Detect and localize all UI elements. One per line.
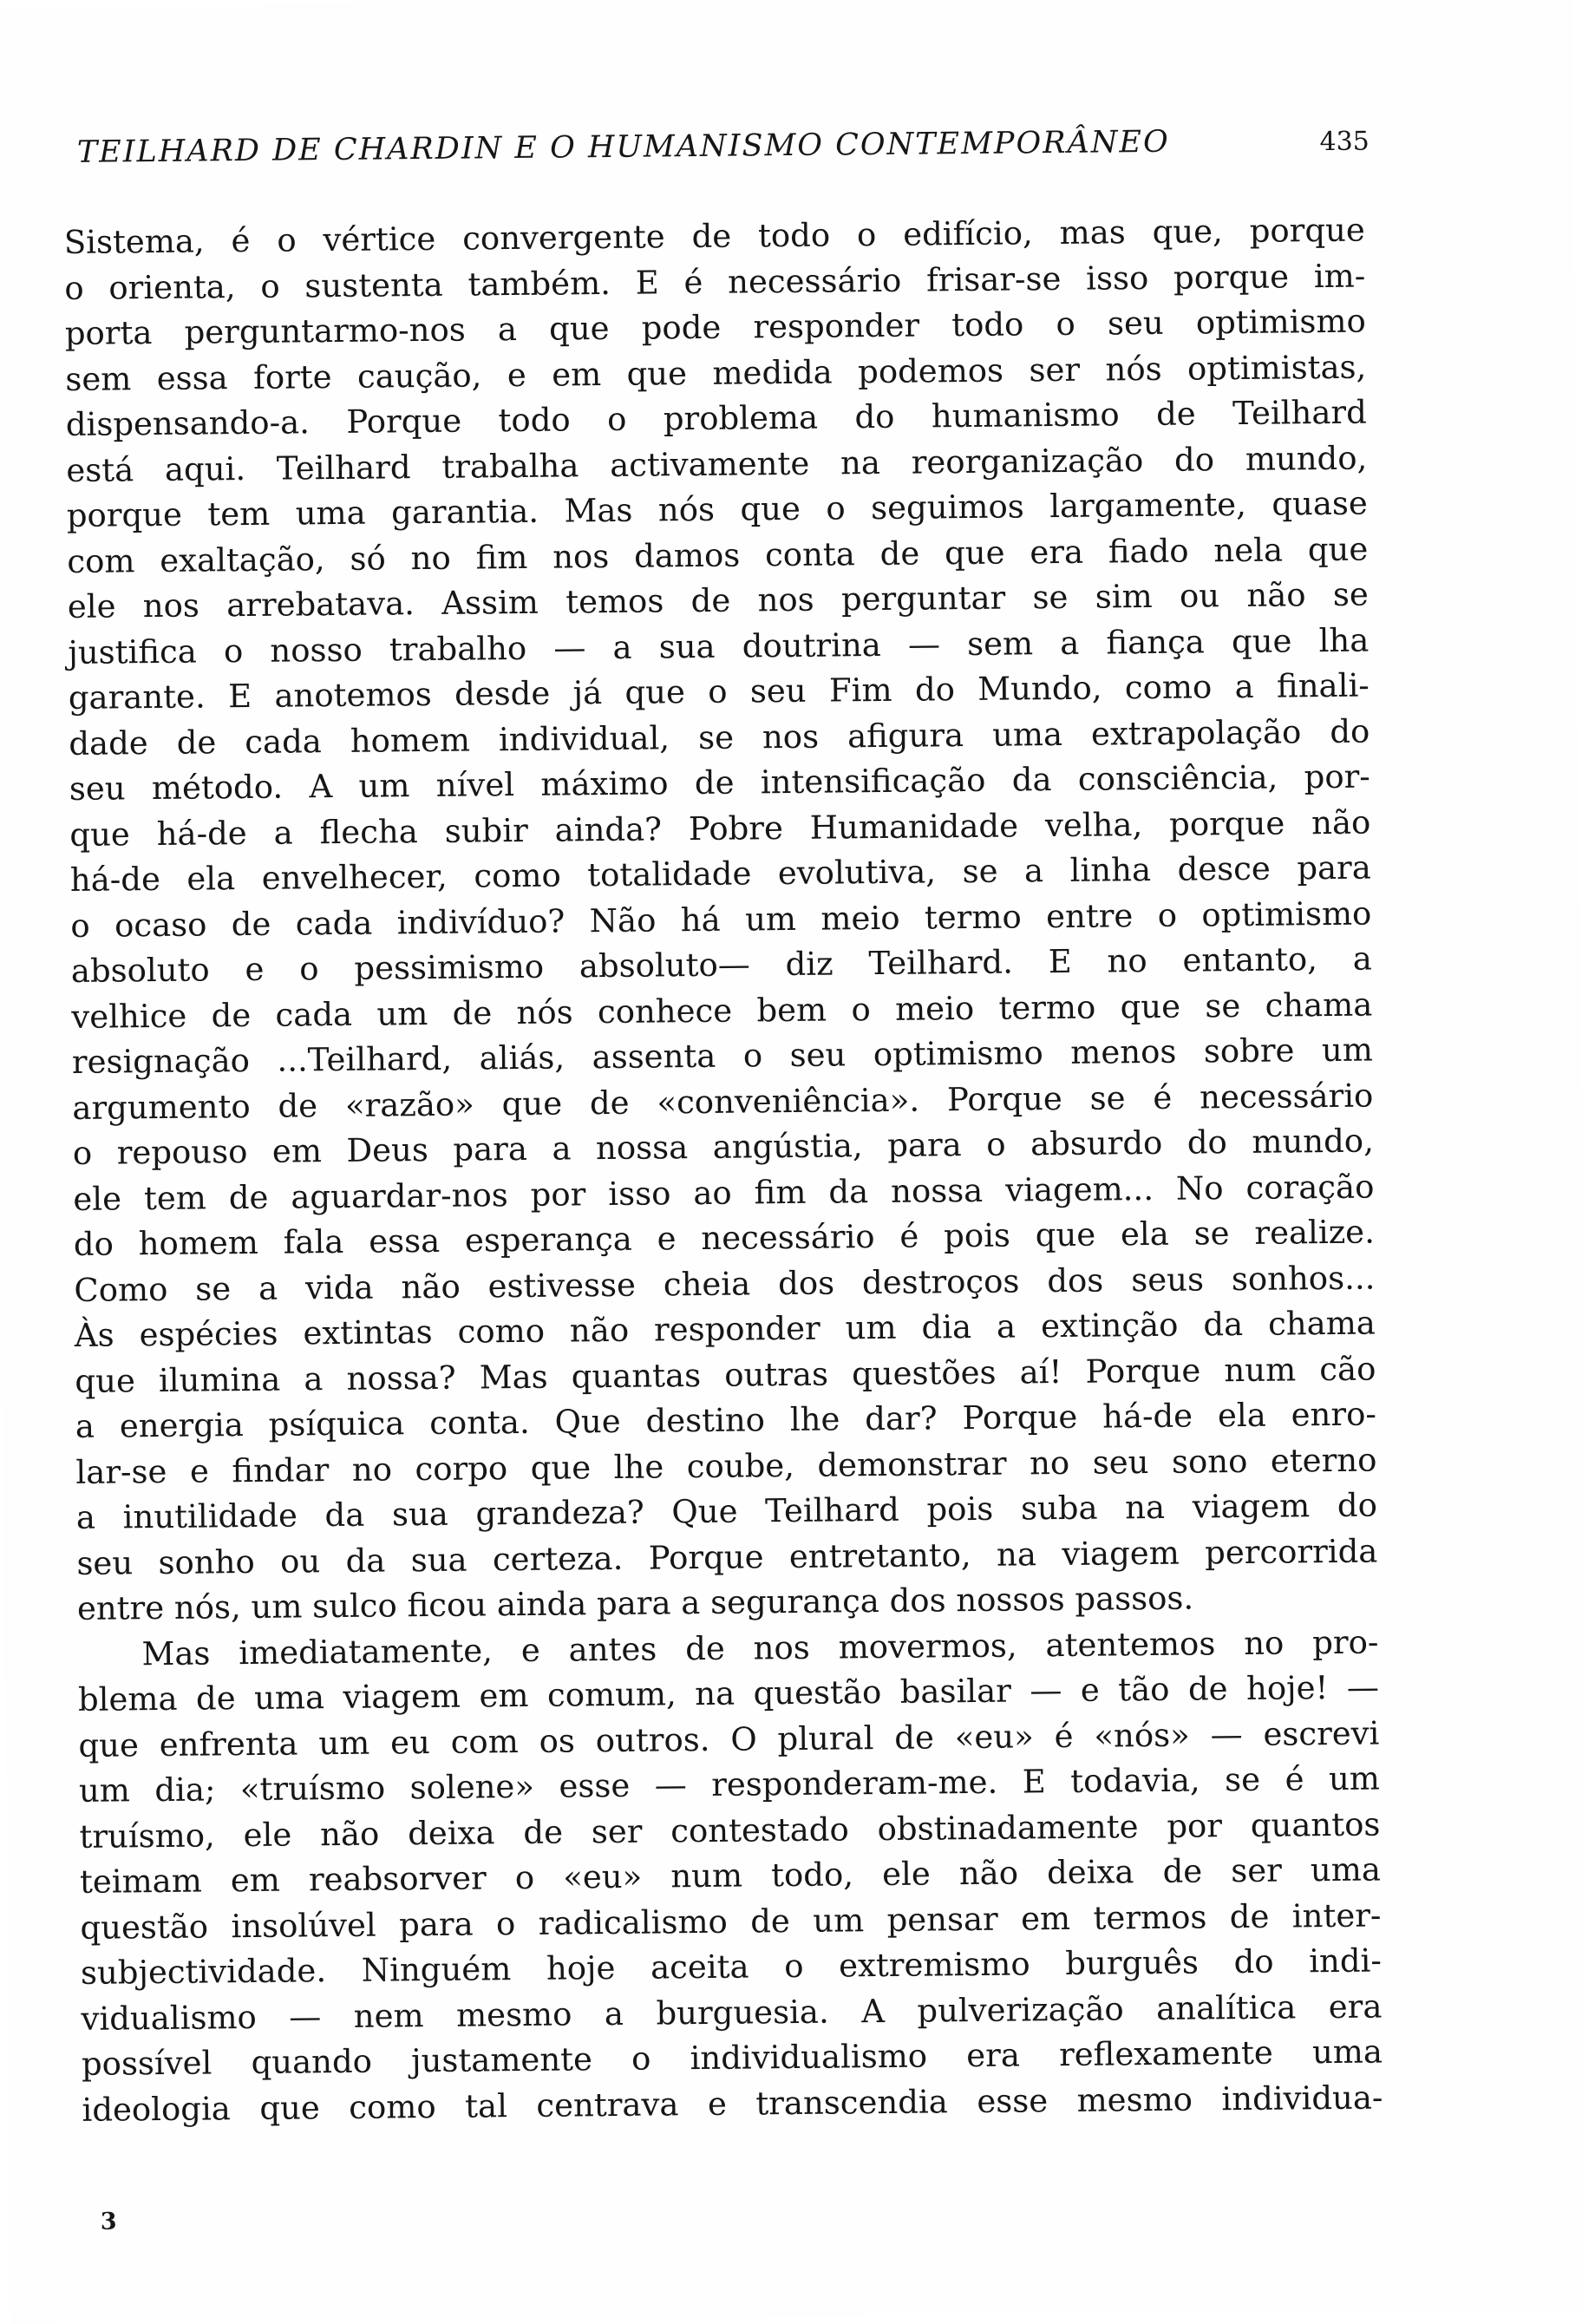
text-line: sem essa forte caução, e em que medida podemos ser nós optimistas,: [65, 348, 1367, 398]
text-line: o ocaso de cada indivíduo? Não há um meio termo entre o optimismo: [70, 894, 1372, 945]
text-line: argumento de «razão» que de «conveniência». Porque se é necessário: [72, 1077, 1374, 1127]
text-line: há-de ela envelhecer, como totalidade evolutiva, se a linha desce para: [69, 848, 1372, 899]
text-line: velhice de cada um de nós conhece bem o meio termo que se chama: [71, 985, 1373, 1036]
text-line: o orienta, o sustenta também. E é necessário frisar-se isso porque im-: [64, 257, 1366, 307]
text-line: ele tem de aguardar-nos por isso ao fim da nossa viagem... No coração: [73, 1168, 1375, 1218]
text-line: ideologia que como tal centrava e transcendia esse mesmo individua-: [82, 2079, 1383, 2129]
signature-mark: 3: [100, 2208, 117, 2236]
text-line: vidualismo — nem mesmo a burguesia. A pulverização analítica era: [81, 1987, 1383, 2038]
text-line: dispensando-a. Porque todo o problema do humanismo de Teilhard: [65, 393, 1367, 443]
text-line: ele nos arrebatava. Assim temos de nos perguntar se sim ou não se: [67, 575, 1369, 625]
text-line: truísmo, ele não deixa de ser contestado obstinadamente por quantos: [79, 1805, 1381, 1856]
text-line: subjectividade. Ninguém hoje aceita o extremismo burguês do indi-: [80, 1941, 1383, 1992]
text-line: questão insolúvel para o radicalismo de um pensar em termos de inter-: [80, 1896, 1382, 1947]
text-line: Às espécies extintas como não responder um dia a extinção da chama: [74, 1304, 1376, 1354]
text-line: a energia psíquica conta. Que destino lhe dar? Porque há-de ela enro-: [75, 1395, 1377, 1445]
text-line: que há-de a flecha subir ainda? Pobre Humanidade velha, porque não: [69, 803, 1371, 854]
page-number: 435: [1319, 126, 1370, 158]
text-line: do homem fala essa esperança e necessário é pois que ela se realize.: [73, 1213, 1376, 1263]
text-line: um dia; «truísmo solene» esse — responderam-me. E todavia, se é um: [78, 1759, 1381, 1810]
text-line: Como se a vida não estivesse cheia dos destroços dos seus sonhos...: [74, 1259, 1376, 1309]
running-title: TEILHARD DE CHARDIN E O HUMANISMO CONTEMPORÂNEO: [76, 124, 1170, 170]
paragraph-2: [77, 1620, 1383, 2133]
text-line: justifica o nosso trabalho — a sua doutrina — sem a fiança que lha: [68, 621, 1370, 671]
text-line: está aqui. Teilhard trabalha activamente na reorganização do mundo,: [66, 439, 1368, 489]
text-line: absoluto e o pessimismo absoluto— diz Teilhard. E no entanto, a: [70, 939, 1373, 990]
running-head: [77, 123, 1370, 187]
body-text: [64, 208, 1383, 2133]
text-line: lar-se e findar no corpo que lhe coube, demonstrar no seu sono eterno: [75, 1441, 1377, 1491]
text-line: possível quando justamente o individualismo era reflexamente uma: [81, 2033, 1383, 2083]
text-line: porque tem uma garantia. Mas nós que o seguimos largamente, quase: [66, 484, 1368, 534]
text-line: seu sonho ou da sua certeza. Porque entretanto, na viagem percorrida: [76, 1532, 1378, 1582]
text-line: resignação ...Teilhard, aliás, assenta o seu optimismo menos sobre um: [71, 1031, 1374, 1081]
text-line: que enfrenta um eu com os outros. O plural de «eu» é «nós» — escrevi: [78, 1714, 1380, 1764]
text-line: blema de uma viagem em comum, na questão basilar — e tão de hoje! —: [77, 1668, 1380, 1718]
text-line: dade de cada homem individual, se nos afigura uma extrapolação do: [69, 712, 1370, 763]
text-line: que ilumina a nossa? Mas quantas outras questões aí! Porque num cão: [75, 1350, 1376, 1400]
text-line: o repouso em Deus para a nossa angústia, para o absurdo do mundo,: [72, 1122, 1375, 1172]
paragraph-1: [64, 208, 1379, 1633]
text-line: Sistema, é o vértice convergente de todo o edifício, mas que, porque: [63, 211, 1365, 261]
text-line: entre nós, um sulco ficou ainda para a segurança dos nossos passos.: [76, 1579, 1194, 1627]
text-line: porta perguntarmo-nos a que pode responder todo o seu optimismo: [64, 302, 1366, 352]
text-line: seu método. A um nível máximo de intensificação da consciência, por-: [69, 757, 1371, 808]
text-line: teimam em reabsorver o «eu» num todo, ele não deixa de ser uma: [79, 1850, 1382, 1901]
text-line: com exaltação, só no fim nos damos conta de que era fiado nela que: [67, 530, 1369, 580]
text-line: a inutilidade da sua grandeza? Que Teilhard pois suba na viagem do: [75, 1486, 1378, 1536]
text-line: Mas imediatamente, e antes de nos movermos, atentemos no pro-: [141, 1623, 1379, 1673]
text-line: garante. E anotemos desde já que o seu Fim do Mundo, como a finali-: [68, 666, 1370, 717]
